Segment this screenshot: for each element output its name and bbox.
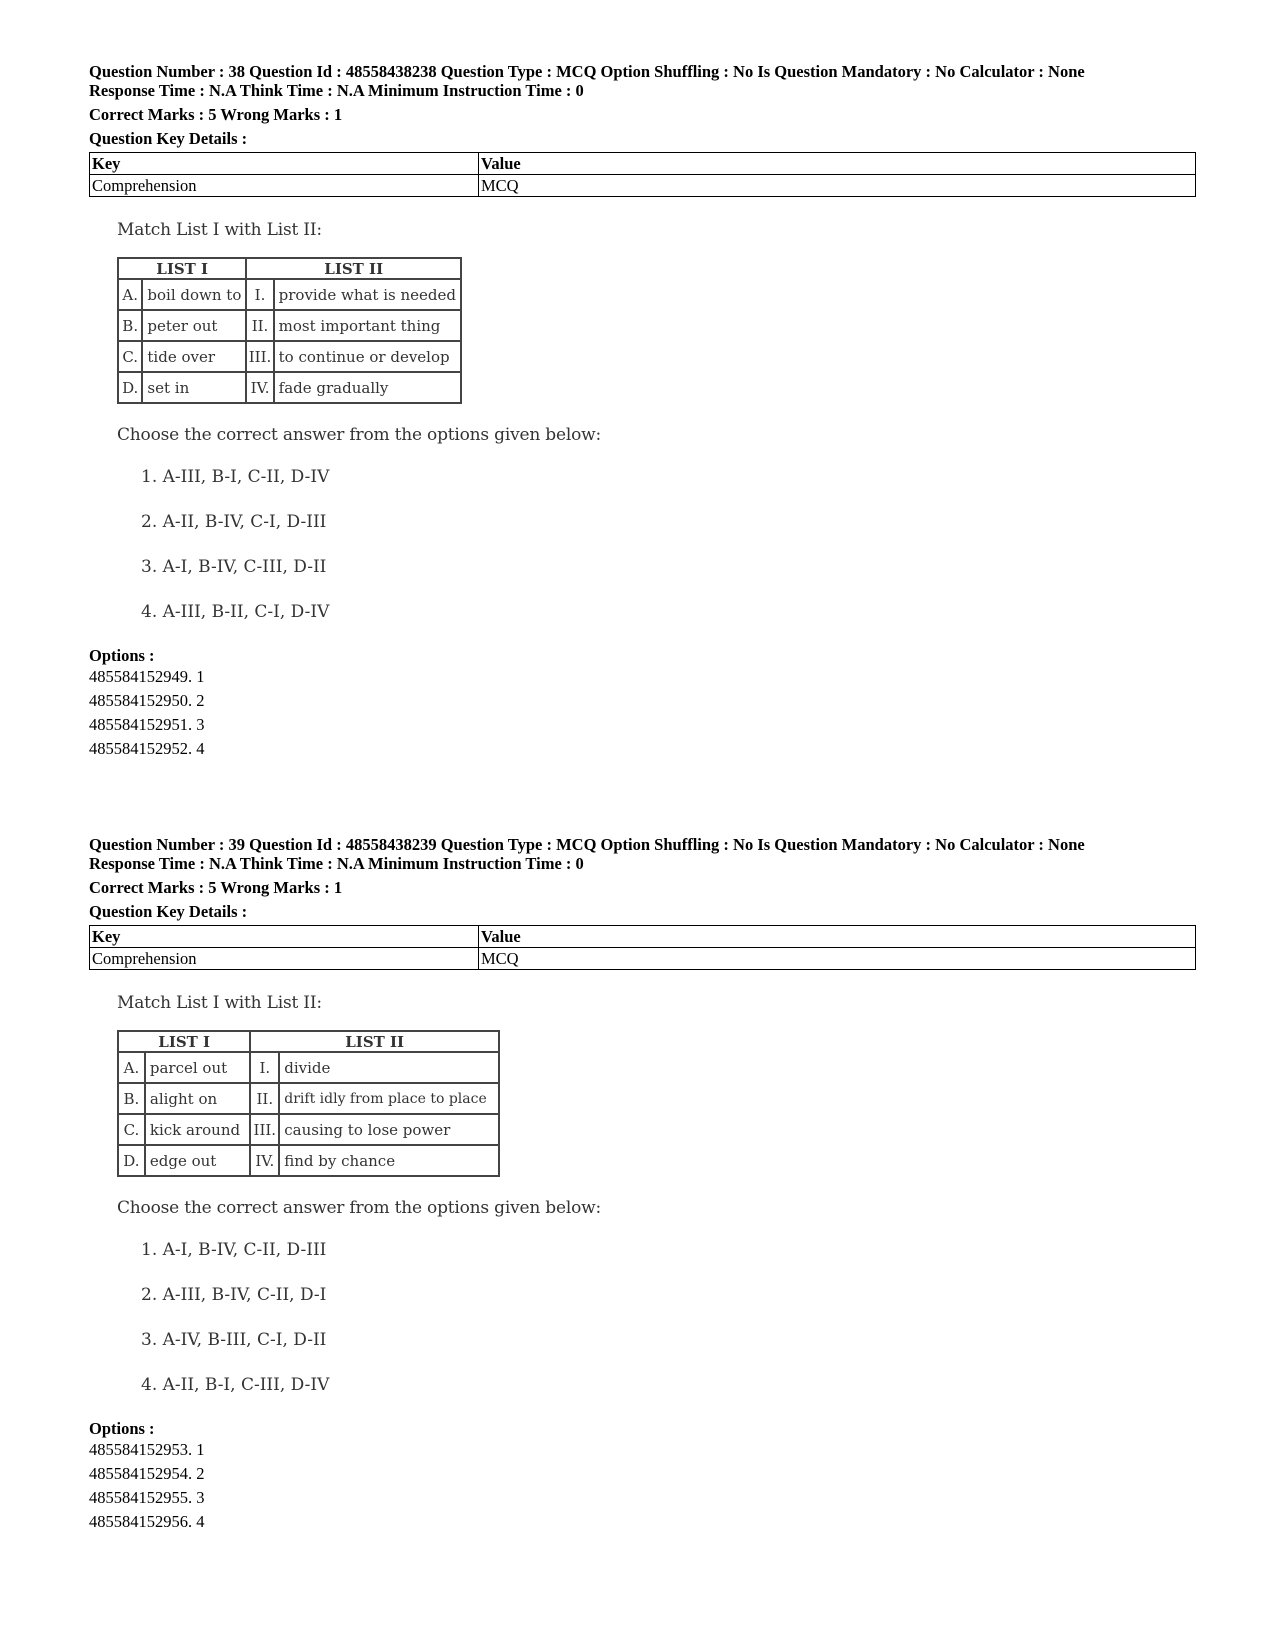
row-roman: IV. (250, 1145, 279, 1176)
value-header: Value (479, 153, 1196, 175)
key-details-label: Question Key Details : (89, 902, 248, 921)
row-roman: II. (246, 310, 273, 341)
row-letter: C. (118, 341, 142, 372)
match-table (117, 1030, 500, 1177)
answer-choice: 2. A-II, B-IV, C-I, D-III (141, 512, 327, 532)
key-details-label: Question Key Details : (89, 129, 248, 148)
choose-instruction: Choose the correct answer from the options given below: (117, 1198, 601, 1218)
row-roman: I. (246, 279, 273, 310)
row-roman: IV. (246, 372, 273, 403)
row-meaning: causing to lose power (279, 1114, 499, 1145)
row-meaning: most important thing (274, 310, 461, 341)
list2-header: LIST II (246, 258, 461, 279)
row-meaning: drift idly from place to place (279, 1083, 499, 1114)
table-row (118, 1052, 499, 1083)
row-meaning: divide (279, 1052, 499, 1083)
question-header-line1: Question Number : 39 Question Id : 48558438239 Question Type : MCQ Option Shuffling : No Is Question Mandatory : No Calculator : None (89, 835, 1085, 854)
row-letter: D. (118, 1145, 145, 1176)
row-letter: A. (118, 279, 142, 310)
option-line: 485584152956. 4 (89, 1512, 205, 1531)
table-row (118, 279, 461, 310)
row-roman: II. (250, 1083, 279, 1114)
option-line: 485584152954. 2 (89, 1464, 205, 1483)
row-meaning: provide what is needed (274, 279, 461, 310)
list1-header: LIST I (118, 258, 246, 279)
row-meaning: find by chance (279, 1145, 499, 1176)
row-letter: A. (118, 1052, 145, 1083)
answer-choice: 2. A-III, B-IV, C-II, D-I (141, 1285, 327, 1305)
value-cell: MCQ (479, 948, 1196, 970)
row-letter: B. (118, 310, 142, 341)
row-letter: D. (118, 372, 142, 403)
row-letter: B. (118, 1083, 145, 1114)
row-item: boil down to (142, 279, 246, 310)
options-label: Options : (89, 646, 155, 665)
table-row (118, 1083, 499, 1114)
option-line: 485584152950. 2 (89, 691, 205, 710)
value-header: Value (479, 926, 1196, 948)
list2-header: LIST II (250, 1031, 499, 1052)
option-line: 485584152952. 4 (89, 739, 205, 758)
table-row (118, 341, 461, 372)
answer-choice: 3. A-IV, B-III, C-I, D-II (141, 1330, 327, 1350)
marks-line: Correct Marks : 5 Wrong Marks : 1 (89, 878, 343, 897)
value-cell: MCQ (479, 175, 1196, 197)
answer-choice: 3. A-I, B-IV, C-III, D-II (141, 557, 327, 577)
table-row (118, 1145, 499, 1176)
question-header-line2: Response Time : N.A Think Time : N.A Minimum Instruction Time : 0 (89, 81, 584, 100)
option-line: 485584152949. 1 (89, 667, 205, 686)
question-header-line2: Response Time : N.A Think Time : N.A Minimum Instruction Time : 0 (89, 854, 584, 873)
match-instruction: Match List I with List II: (117, 993, 322, 1013)
row-item: parcel out (145, 1052, 250, 1083)
option-line: 485584152953. 1 (89, 1440, 205, 1459)
question-image (117, 992, 1196, 1396)
table-row (118, 1114, 499, 1145)
question-image (117, 219, 1196, 623)
choose-instruction: Choose the correct answer from the options given below: (117, 425, 601, 445)
row-item: edge out (145, 1145, 250, 1176)
row-item: peter out (142, 310, 246, 341)
question-block-38 (89, 62, 1196, 761)
question-block-39 (89, 835, 1196, 1534)
table-row (118, 372, 461, 403)
row-item: alight on (145, 1083, 250, 1114)
option-line: 485584152955. 3 (89, 1488, 205, 1507)
answer-choices (141, 466, 1196, 623)
row-item: set in (142, 372, 246, 403)
row-item: tide over (142, 341, 246, 372)
key-header: Key (90, 153, 479, 175)
answer-choice: 1. A-I, B-IV, C-II, D-III (141, 1240, 327, 1260)
row-roman: I. (250, 1052, 279, 1083)
row-meaning: to continue or develop (274, 341, 461, 372)
key-details-table (89, 925, 1196, 970)
answer-choice: 1. A-III, B-I, C-II, D-IV (141, 467, 330, 487)
answer-choices (141, 1239, 1196, 1396)
row-meaning: fade gradually (274, 372, 461, 403)
question-header-line1: Question Number : 38 Question Id : 48558438238 Question Type : MCQ Option Shuffling : No Is Question Mandatory : No Calculator : None (89, 62, 1085, 81)
marks-line: Correct Marks : 5 Wrong Marks : 1 (89, 105, 343, 124)
match-instruction: Match List I with List II: (117, 220, 322, 240)
match-table (117, 257, 462, 404)
key-details-table (89, 152, 1196, 197)
row-roman: III. (246, 341, 273, 372)
answer-choice: 4. A-III, B-II, C-I, D-IV (141, 602, 330, 622)
row-letter: C. (118, 1114, 145, 1145)
option-line: 485584152951. 3 (89, 715, 205, 734)
row-roman: III. (250, 1114, 279, 1145)
key-header: Key (90, 926, 479, 948)
list1-header: LIST I (118, 1031, 250, 1052)
options-label: Options : (89, 1419, 155, 1438)
key-cell: Comprehension (90, 948, 479, 970)
answer-choice: 4. A-II, B-I, C-III, D-IV (141, 1375, 330, 1395)
row-item: kick around (145, 1114, 250, 1145)
key-cell: Comprehension (90, 175, 479, 197)
table-row (118, 310, 461, 341)
